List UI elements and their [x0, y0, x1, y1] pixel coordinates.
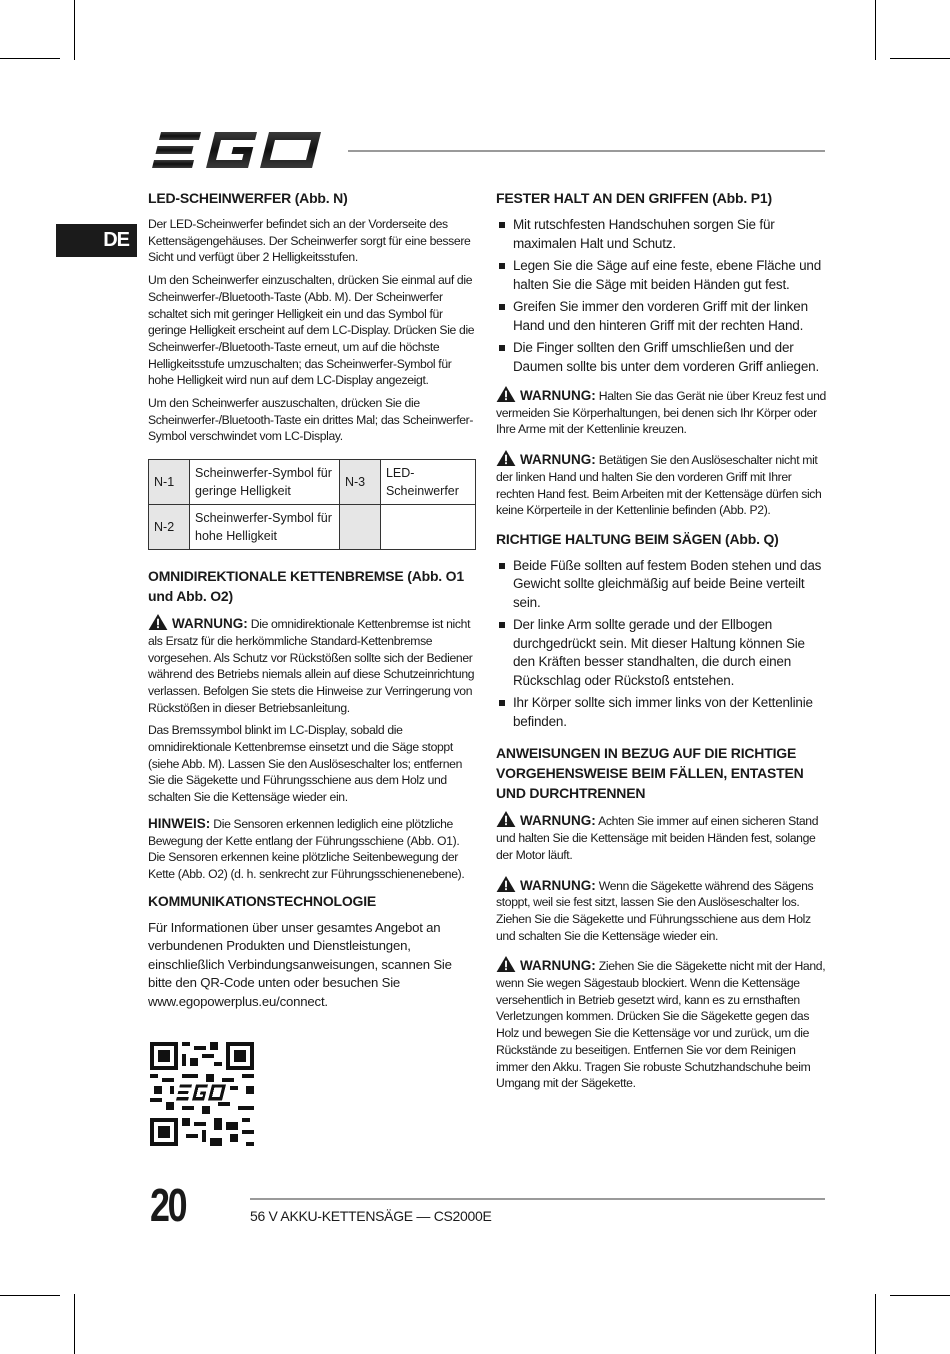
warning-icon	[496, 450, 516, 466]
footer-title: 56 V AKKU-KETTENSÄGE — CS2000E	[250, 1208, 492, 1224]
list-item-text: Ihr Körper sollte sich immer links von der Kettenlinie befinden.	[513, 695, 813, 729]
heading-brake: OMNIDIREKTIONALE KETTENBREMSE (Abb. O1 und Abb. O2)	[148, 568, 464, 605]
note-label: HINWEIS:	[148, 815, 211, 831]
table-row	[149, 460, 476, 505]
warning	[148, 614, 476, 716]
note-text: Die Sensoren erkennen lediglich eine plötzliche Bewegung der Kette entlang der Führungsschiene (Abb. O1). Die Sensoren erkennen keine plötzliche Seitenbewegung der Kette (Abb. O2) (d. h. senkrecht zur Führungsschienenebene).	[148, 816, 465, 881]
bullet-icon	[499, 622, 505, 628]
table-cell-empty	[339, 505, 380, 550]
list-item	[496, 339, 826, 376]
table-cell: N-2	[149, 505, 190, 550]
bullet-icon	[499, 263, 505, 269]
paragraph: Für Informationen über unser gesamtes Angebot an verbundenen Produkten und Dienstleistungen, einschließlich Verbindungsanweisungen, scannen Sie bitte den QR-Code unten oder besuchen Sie www.egopowerplus.eu/connect.	[148, 919, 452, 1010]
stance-list	[496, 557, 826, 732]
list-item-text: Greifen Sie immer den vorderen Griff mit der linken Hand und den hinteren Griff mit der rechten Hand.	[513, 299, 808, 333]
crop-mark	[0, 1295, 60, 1296]
table-cell: N-1	[149, 460, 190, 505]
heading-led: LED-SCHEINWERFER (Abb. N)	[148, 190, 348, 206]
paragraph: Das Bremssymbol blinkt im LC-Display, sobald die omnidirektionale Kettenbremse einsetzt und die Säge stoppt (siehe Abb. M). Lassen Sie den Auslöseschalter los; entfernen Sie die Sägekette und Führungsschiene aus dem Holz und schalten Sie die Kettensäge wieder ein.	[148, 723, 463, 805]
table-cell: LED-Scheinwerfer	[380, 460, 475, 505]
bullet-icon	[499, 304, 505, 310]
list-item	[496, 694, 826, 731]
ego-logo	[150, 128, 332, 172]
list-item	[496, 257, 826, 294]
page-number: 20	[150, 1179, 186, 1231]
table-cell-empty	[380, 505, 475, 550]
warning-text: Betätigen Sie den Auslöseschalter nicht mit der linken Hand und halten Sie den vorderen Griff mit Ihrer rechten Hand fest. Beim Arbeiten mit der Kettensäge dürfen sich keine Körperteile in der Kettenlinie befinden (Abb. P2).	[496, 453, 822, 518]
warning-icon	[496, 956, 516, 972]
list-item-text: Der linke Arm sollte gerade und der Ellbogen durchgedrückt sein. Mit dieser Haltung können Sie den Kräften besser standhalten, die durch einen Rückschlag oder Rückstoß entstehen.	[513, 617, 805, 688]
warning-text: Wenn die Sägekette während des Sägens stoppt, weil sie fest sitzt, lassen Sie den Auslöseschalter los. Ziehen Sie die Sägekette und Führungsschiene aus dem Holz und schalten Sie die Kettensäge wieder ein.	[496, 878, 814, 943]
warning-label: WARNUNG:	[520, 877, 596, 893]
warning-icon	[496, 811, 516, 827]
crop-mark	[875, 0, 876, 60]
language-tab: DE	[56, 224, 137, 257]
list-item	[496, 616, 826, 690]
crop-mark	[890, 1295, 950, 1296]
warning-text: Ziehen Sie die Sägekette nicht mit der Hand, wenn Sie wegen Sägestaub blockiert. Wenn die Kettensäge versehentlich in Betrieb gesetzt wird, kann es zu ernsthaften Verletzungen kommen. Drücken Sie die Sägekette gegen das Holz und bewegen Sie die Kettensäge vor und zurück, um die Rückstände zu beseitigen. Entfernen Sie vor dem Reinigen immer den Akku. Tragen Sie robuste Schutzhandschuhe beim Umgang mit der Sägekette.	[496, 959, 826, 1091]
bullet-icon	[499, 700, 505, 706]
paragraph: Der LED-Scheinwerfer befindet sich an der Vorderseite des Kettensägengehäuses. Der Scheinwerfer sorgt für eine bessere Sicht und verfügt über 2 Helligkeitsstufen.	[148, 217, 471, 265]
warning	[496, 956, 826, 1092]
bullet-icon	[499, 563, 505, 569]
heading-grip: FESTER HALT AN DEN GRIFFEN (Abb. P1)	[496, 190, 772, 206]
grip-list	[496, 216, 826, 376]
led-legend-table	[148, 459, 476, 550]
heading-communication: KOMMUNIKATIONSTECHNOLOGIE	[148, 892, 377, 909]
list-item	[496, 557, 826, 613]
paragraph: Um den Scheinwerfer einzuschalten, drücken Sie einmal auf die Scheinwerfer-/Bluetooth-Taste (Abb. M). Der Scheinwerfer schaltet sich mit geringer Helligkeit ein und das Symbol für geringe Helligkeit erscheint auf dem LC-Display. Drücken Sie die Scheinwerfer-/Bluetooth-Taste erneut, um auf die höchste Helligkeitsstufe umzuschalten; das Scheinwerfer-Symbol für hohe Helligkeit wird nun auf dem LC-Display angezeigt.	[148, 273, 475, 388]
left-column	[148, 188, 476, 1018]
warning	[496, 876, 826, 945]
warning-icon	[148, 614, 168, 630]
list-item-text: Legen Sie die Säge auf eine feste, ebene Fläche und halten Sie die Säge mit beiden Händen gut fest.	[513, 258, 822, 292]
table-row	[149, 505, 476, 550]
bullet-icon	[499, 222, 505, 228]
warning	[496, 811, 826, 863]
warning-icon	[496, 386, 516, 402]
warning-label: WARNUNG:	[520, 813, 596, 829]
crop-mark	[74, 1294, 75, 1354]
warning-label: WARNUNG:	[520, 958, 596, 974]
note	[148, 816, 476, 883]
warning	[496, 450, 826, 519]
crop-mark	[890, 58, 950, 59]
warning-label: WARNUNG:	[520, 452, 596, 468]
warning-text: Halten Sie das Gerät nie über Kreuz fest und vermeiden Sie Körperhaltungen, bei denen sich Ihr Körper oder Ihre Arme mit der Kettenlinie kreuzen.	[496, 389, 826, 437]
warning-icon	[496, 876, 516, 892]
heading-felling: ANWEISUNGEN IN BEZUG AUF DIE RICHTIGE VORGEHENSWEISE BEIM FÄLLEN, ENTASTEN UND DURCHTRENNEN	[496, 745, 804, 802]
heading-stance: RICHTIGE HALTUNG BEIM SÄGEN (Abb. Q)	[496, 530, 779, 547]
crop-mark	[74, 0, 75, 60]
warning	[496, 386, 826, 438]
list-item-text: Beide Füße sollten auf festem Boden stehen und das Gewicht sollte gleichmäßig auf beide Beine verteilt sein.	[513, 557, 822, 610]
list-item	[496, 216, 826, 253]
warning-text: Achten Sie immer auf einen sicheren Stand und halten Sie die Kettensäge mit beiden Händen fest, solange der Motor läuft.	[496, 814, 819, 862]
list-item	[496, 298, 826, 335]
bullet-icon	[499, 345, 505, 351]
table-cell: N-3	[339, 460, 380, 505]
paragraph: Um den Scheinwerfer auszuschalten, drücken Sie die Scheinwerfer-/Bluetooth-Taste ein drittes Mal; das Scheinwerfer-Symbol verschwindet vom LC-Display.	[148, 396, 474, 444]
list-item-text: Mit rutschfesten Handschuhen sorgen Sie für maximalen Halt und Schutz.	[513, 217, 775, 251]
right-column	[496, 188, 826, 1098]
crop-mark	[0, 58, 60, 59]
table-cell: Scheinwerfer-Symbol für hohe Helligkeit	[190, 505, 340, 550]
warning-text: Die omnidirektionale Kettenbremse ist nicht als Ersatz für die herkömmliche Standard-Kettenbremse vorgesehen. Als Schutz vor Rückstößen sollte sich der Bediener während des Betriebs niemals allein auf diese Schutzeinrichtung verlassen. Befolgen Sie stets die Hinweise zur Verringerung von Rückstößen in dieser Betriebsanleitung.	[148, 617, 475, 715]
qr-code	[150, 1042, 254, 1146]
list-item-text: Die Finger sollten den Griff umschließen und der Daumen sollte bis unter dem vorderen Griff anliegen.	[513, 340, 820, 374]
crop-mark	[875, 1294, 876, 1354]
warning-label: WARNUNG:	[172, 616, 248, 632]
table-cell: Scheinwerfer-Symbol für geringe Helligkeit	[190, 460, 340, 505]
footer-rule	[250, 1198, 825, 1200]
warning-label: WARNUNG:	[520, 388, 596, 403]
header-rule	[348, 150, 825, 152]
